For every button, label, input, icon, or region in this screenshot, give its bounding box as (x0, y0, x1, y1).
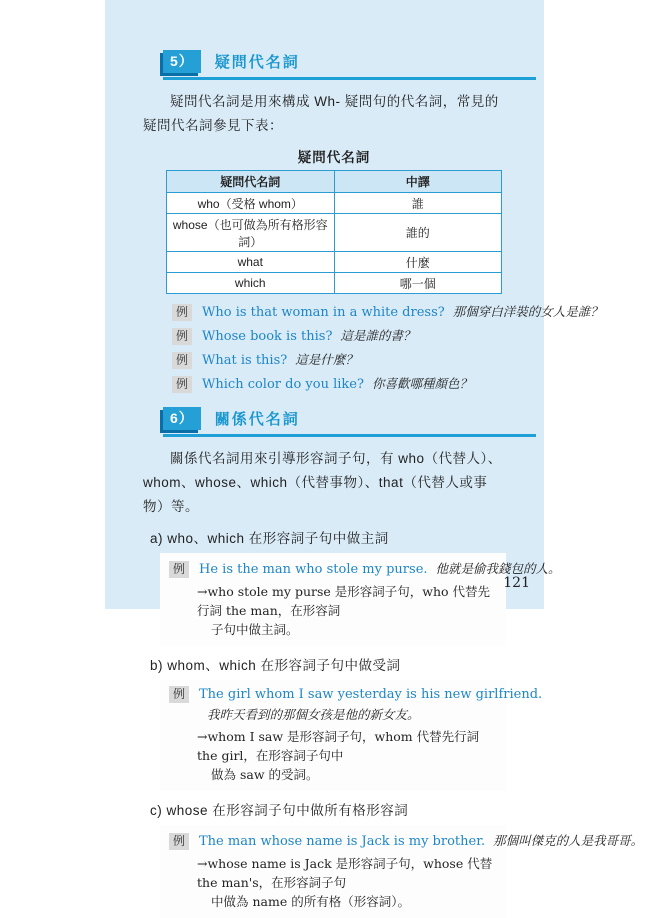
section6-intro: 關係代名詞用來引導形容詞子句，有 who（代替人）、whom、whose、which（代替事物）、that（代替人或事物）等。 (143, 451, 502, 514)
example-badge: 例 (169, 686, 189, 703)
example-english: He is the man who stole my purse. (199, 562, 428, 577)
example-badge: 例 (169, 561, 189, 578)
example-chinese: 這是誰的書？ (340, 328, 416, 343)
table-cell: 誰 (334, 193, 502, 214)
example-chinese: 那個穿白洋裝的女人是誰？ (452, 304, 603, 319)
example-english: Whose book is this? (202, 329, 333, 344)
note-line: →whose name is Jack 是形容詞子句，whose 代替 the man's，在形容詞子句 (197, 856, 493, 890)
section5-number-badge: 5） (163, 50, 201, 73)
example-badge: 例 (172, 352, 192, 369)
book-page (105, 0, 644, 909)
note-line: 做為 saw 的受詞。 (211, 767, 319, 782)
example-note (197, 727, 498, 784)
table-header-translation: 中譯 (334, 171, 502, 193)
example-chinese: 你喜歡哪種顏色？ (371, 376, 472, 391)
subsection-a-heading: a) who、which 在形容詞子句中做主詞 (150, 531, 389, 546)
table-row (167, 252, 502, 273)
example-badge: 例 (172, 376, 192, 393)
example-line (172, 374, 544, 393)
table-cell: which (167, 273, 335, 294)
section6-header (163, 407, 536, 437)
subsection-c-heading: c) whose 在形容詞子句中做所有格形容詞 (150, 803, 409, 818)
note-line: →whom I saw 是形容詞子句，whom 代替先行詞 the girl，在形容詞子句中 (197, 729, 480, 763)
section6-title: 關係代名詞 (214, 411, 300, 428)
note-line: 中做為 name 的所有格（形容詞）。 (211, 894, 410, 909)
example-note (197, 854, 498, 911)
table-row (167, 214, 502, 252)
table-cell: 哪一個 (334, 273, 502, 294)
example-badge: 例 (172, 304, 192, 321)
example-note (197, 582, 498, 639)
example-box-b (160, 680, 543, 791)
example-badge: 例 (169, 833, 189, 850)
table-header-row (167, 171, 502, 193)
section5-examples (172, 302, 603, 393)
example-line (172, 326, 544, 345)
page-number: 121 (503, 575, 530, 591)
example-line (169, 831, 644, 850)
interrogative-pronoun-table (166, 170, 502, 294)
table-cell: 誰的 (334, 214, 502, 252)
table-row (167, 273, 502, 294)
table-header-pronoun: 疑問代名詞 (167, 171, 335, 193)
table-cell: what (167, 252, 335, 273)
table-row (167, 193, 502, 214)
table-cell: 什麼 (334, 252, 502, 273)
example-english: Which color do you like? (202, 377, 364, 392)
note-line: →who stole my purse 是形容詞子句，who 代替先行詞 the man，在形容詞 (197, 584, 491, 618)
example-english: The girl whom I saw yesterday is his new girlfriend. (199, 687, 543, 702)
section5-title: 疑問代名詞 (214, 54, 300, 71)
example-line (172, 302, 603, 321)
example-chinese: 他就是偷我錢包的人。 (435, 561, 561, 576)
table-title: 疑問代名詞 (297, 150, 371, 165)
section6-number-badge: 6） (163, 407, 201, 430)
example-english: Who is that woman in a white dress? (202, 305, 445, 320)
example-badge: 例 (172, 328, 192, 345)
note-line: 子句中做主詞。 (211, 622, 299, 637)
example-chinese: 我昨天看到的那個女孩是他的新女友。 (207, 707, 420, 722)
table-cell: who（受格 whom） (167, 193, 335, 214)
subsection-b-heading: b) whom、which 在形容詞子句中做受詞 (150, 658, 401, 673)
example-chinese: 那個叫傑克的人是我哥哥。 (493, 833, 644, 848)
example-line (172, 350, 544, 369)
example-chinese: 這是什麼？ (295, 352, 358, 367)
example-line (169, 686, 543, 703)
section5-intro: 疑問代名詞是用來構成 Wh- 疑問句的代名詞，常見的疑問代名詞參見下表： (143, 94, 499, 133)
section5-header (163, 50, 536, 80)
example-english: What is this? (202, 353, 288, 368)
example-box-c (160, 825, 644, 918)
table-cell: whose（也可做為所有格形容詞） (167, 214, 335, 252)
example-english: The man whose name is Jack is my brother. (199, 834, 486, 849)
example-line (169, 559, 561, 578)
